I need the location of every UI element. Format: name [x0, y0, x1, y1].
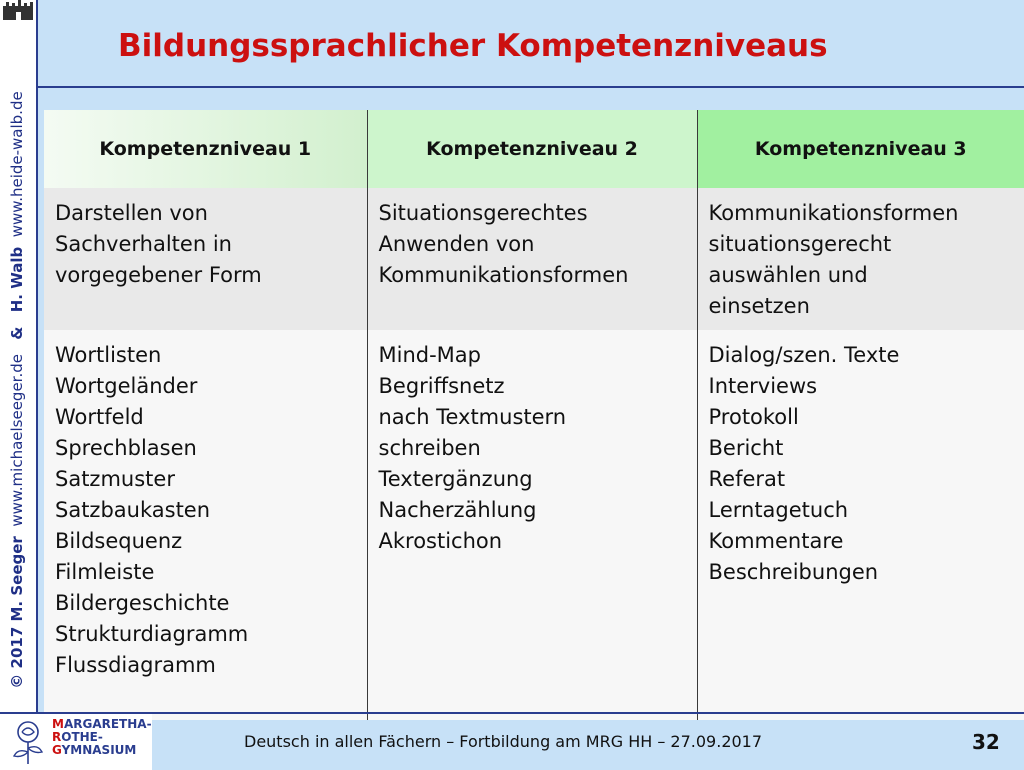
copyright-text: © 2017 M. Seeger www.michaelseeger.de & H. Walb www.heide-walb.de	[8, 91, 26, 689]
header-level-2: Kompetenzniveau 2	[367, 110, 697, 188]
cell-methods-2: Mind-Map Begriffsnetz nach Textmustern schreiben Textergänzung Nacherzählung Akrostichon	[367, 330, 697, 720]
header-level-1: Kompetenzniveau 1	[44, 110, 367, 188]
school-name: MARGARETHA- ROTHE- GYMNASIUM	[52, 717, 152, 757]
sidebar	[0, 0, 38, 712]
footer-text: Deutsch in allen Fächern – Fortbildung am MRG HH – 27.09.2017	[244, 732, 763, 751]
cell-description-1: Darstellen von Sachverhalten in vorgegebener Form	[44, 188, 367, 330]
competence-table	[44, 110, 1024, 706]
cell-methods-3: Dialog/szen. Texte Interviews Protokoll Bericht Referat Lerntagetuch Kommentare Beschreibungen	[697, 330, 1024, 720]
page-title: Bildungssprachlicher Kompetenzniveaus	[118, 28, 828, 64]
castle-icon	[2, 0, 34, 20]
footer	[0, 712, 1024, 770]
cell-description-2: Situationsgerechtes Anwenden von Kommunikationsformen	[367, 188, 697, 330]
cell-methods-1: Wortlisten Wortgeländer Wortfeld Sprechblasen Satzmuster Satzbaukasten Bildsequenz Filmleiste Bildergeschichte Strukturdiagramm Flussdiagramm	[44, 330, 367, 720]
cell-description-3: Kommunikationsformen situationsgerecht auswählen und einsetzen	[697, 188, 1024, 330]
page-number: 32	[972, 730, 1000, 754]
table-row	[44, 330, 1024, 720]
title-bar	[38, 0, 1024, 88]
table-row	[44, 188, 1024, 330]
table-header-row	[44, 110, 1024, 188]
rose-icon	[6, 718, 48, 766]
header-level-3: Kompetenzniveau 3	[697, 110, 1024, 188]
school-logo	[0, 714, 152, 770]
